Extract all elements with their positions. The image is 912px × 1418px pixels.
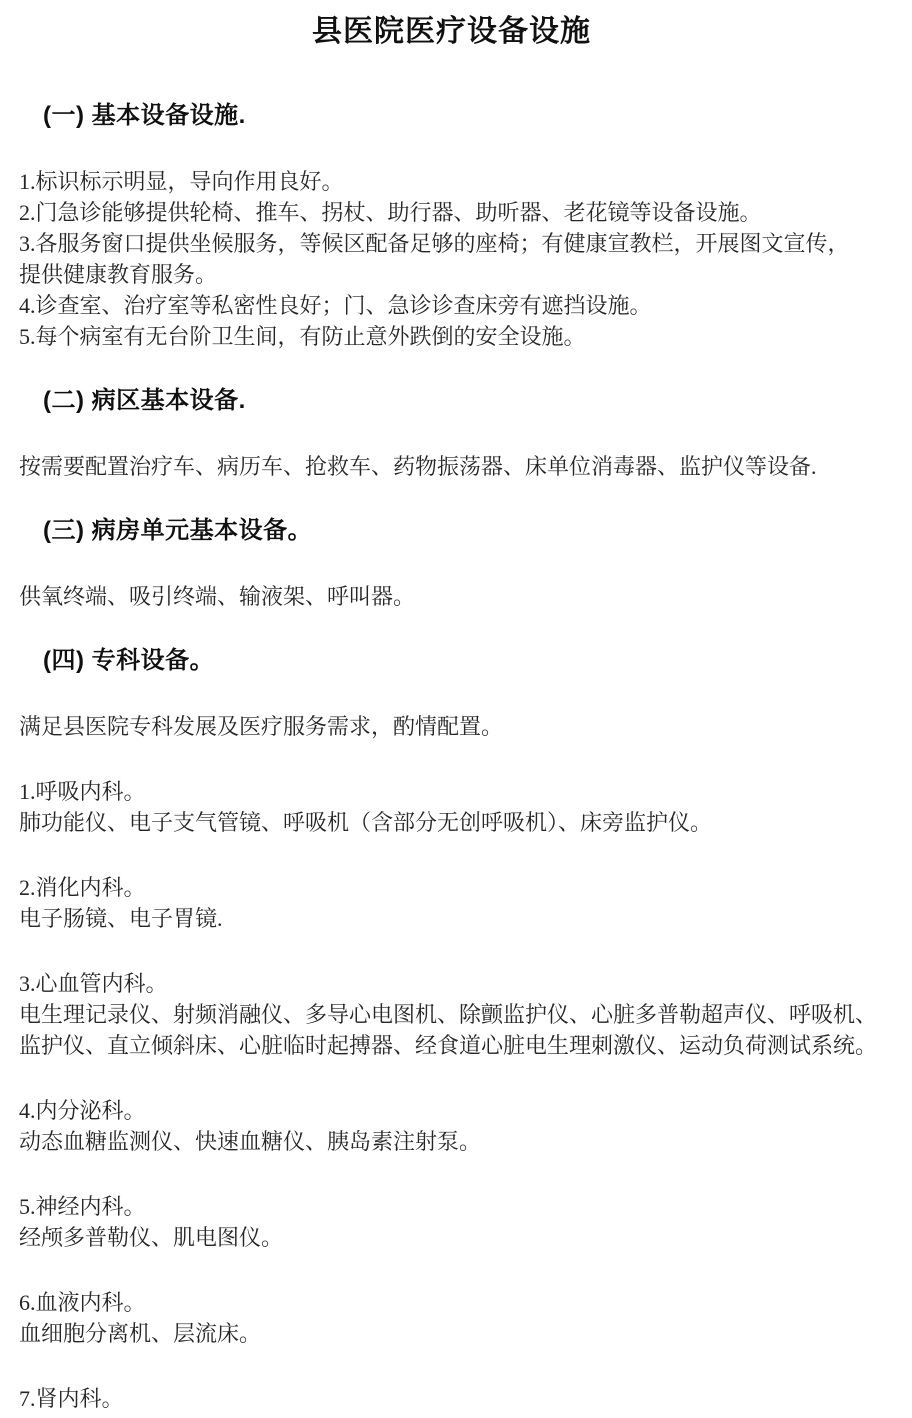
subsection-gastroenterology [19, 872, 884, 934]
text-line-item-3: 3.各服务窗口提供坐候服务，等候区配备足够的座椅；有健康宣教栏，开展图文宣传， [19, 231, 850, 256]
section-heading-ward-unit-equipment: (三) 病房单元基本设备。 [43, 517, 313, 544]
section-body-ward-equipment [19, 451, 884, 482]
section-heading-ward-equipment: (二) 病区基本设备. [43, 387, 246, 414]
subsection-endocrinology [19, 1095, 884, 1157]
text-line-item-3-cont: 提供健康教育服务。 [19, 262, 218, 287]
text-line-item-2: 2.门急诊能够提供轮椅、推车、拐杖、助行器、助听器、老花镜等设备设施。 [19, 200, 762, 225]
section-intro-specialty-equipment [19, 711, 884, 742]
subsection-name-respiratory: 1.呼吸内科。 [19, 779, 146, 804]
subsection-cardiology [19, 968, 884, 1061]
subsection-name-neurology: 5.神经内科。 [19, 1194, 146, 1219]
subsection-neurology [19, 1191, 884, 1253]
subsection-respiratory [19, 776, 884, 838]
text-line-item-1: 1.标识标示明显，导向作用良好。 [19, 169, 344, 194]
text-line-ward-equipment: 按需要配置治疗车、病历车、抢救车、药物振荡器、床单位消毒器、监护仪等设备. [19, 454, 817, 479]
subsection-items-respiratory: 肺功能仪、电子支气管镜、呼吸机（含部分无创呼吸机）、床旁监护仪。 [19, 810, 713, 835]
subsection-name-hematology: 6.血液内科。 [19, 1290, 146, 1315]
subsection-items-neurology: 经颅多普勒仪、肌电图仪。 [19, 1225, 284, 1250]
subsection-name-gastroenterology: 2.消化内科。 [19, 875, 146, 900]
subsection-items-cardiology-2: 监护仪、直立倾斜床、心脏临时起搏器、经食道心脏电生理刺激仪、运动负荷测试系统。 [19, 1033, 878, 1058]
subsection-name-nephrology: 7.肾内科。 [19, 1386, 124, 1411]
text-line-item-5: 5.每个病室有无台阶卫生间，有防止意外跌倒的安全设施。 [19, 324, 586, 349]
section-heading-basic-equipment: (一) 基本设备设施. [43, 102, 246, 129]
text-line-specialty-intro: 满足县医院专科发展及医疗服务需求，酌情配置。 [19, 714, 504, 739]
text-line-ward-unit-equipment: 供氧终端、吸引终端、输液架、呼叫器。 [19, 584, 416, 609]
text-line-item-4: 4.诊查室、治疗室等私密性良好；门、急诊诊查床旁有遮挡设施。 [19, 293, 652, 318]
subsection-nephrology [19, 1383, 884, 1414]
document-title: 县医院医疗设备设施 [312, 15, 591, 48]
subsection-name-cardiology: 3.心血管内科。 [19, 971, 168, 996]
subsection-items-endocrinology: 动态血糖监测仪、快速血糖仪、胰岛素注射泵。 [19, 1129, 482, 1154]
section-heading-specialty-equipment: (四) 专科设备。 [43, 647, 215, 674]
section-body-ward-unit-equipment [19, 581, 884, 612]
subsection-hematology [19, 1287, 884, 1349]
subsection-items-cardiology-1: 电生理记录仪、射频消融仪、多导心电图机、除颤监护仪、心脏多普勒超声仪、呼吸机、 [19, 1002, 878, 1027]
subsection-items-gastroenterology: 电子肠镜、电子胃镜. [19, 906, 223, 931]
subsection-name-endocrinology: 4.内分泌科。 [19, 1098, 146, 1123]
subsection-items-hematology: 血细胞分离机、层流床。 [19, 1321, 262, 1346]
section-body-basic-equipment [19, 166, 884, 352]
